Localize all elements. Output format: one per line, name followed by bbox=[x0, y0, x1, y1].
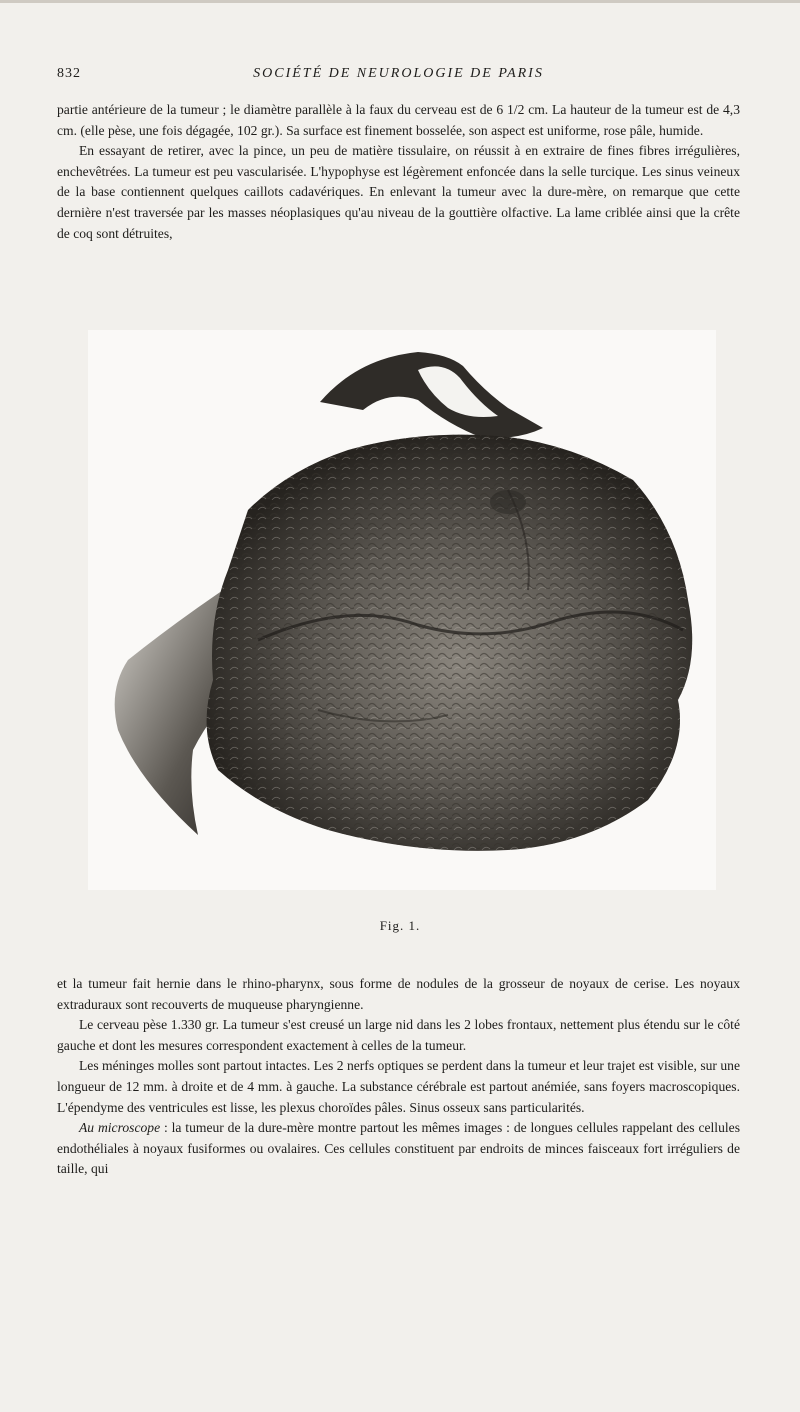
paragraph-lead-italic: Au microscope bbox=[79, 1120, 161, 1136]
tumor-photograph bbox=[88, 330, 716, 890]
text-block-bottom bbox=[57, 974, 740, 1180]
paragraph: Les méninges molles sont partout intactes. Les 2 nerfs optiques se perdent dans la tumeur et leur trajet est visible, sur une longueur de 12 mm. à droite et de 4 mm. à gauche. La substance cérébrale est partout anémiée, sans foyers macroscopiques. L'épendyme des ventricules est lisse, les plexus choroïdes pâles. Sinus osseux sans particularités. bbox=[57, 1058, 740, 1115]
paragraph-continued: partie antérieure de la tumeur ; le diamètre parallèle à la faux du cerveau est de 6 1/2 cm. La hauteur de la tumeur est de 4,3 cm. (elle pèse, une fois dégagée, 102 gr.). Sa surface est finement bosselée, son aspect est uniforme, rose pâle, humide. bbox=[57, 102, 740, 138]
text-block-top bbox=[57, 100, 740, 244]
paragraph-body: : la tumeur de la dure-mère montre partout les mêmes images : de longues cellules rappelant des cellules endothéliales à noyaux fusiformes ou ovalaires. Ces cellules constituent par endroits de minces faisceaux fort irréguliers de taille, qui bbox=[57, 1120, 740, 1177]
paragraph: En essayant de retirer, avec la pince, un peu de matière tissulaire, on réussit à en extraire de fines fibres irrégulières, enchevêtrées. La tumeur est peu vascularisée. L'hypophyse est légèrement enfoncée dans la selle turcique. Les sinus veineux de la base contiennent quelques caillots cadavériques. En enlevant la tumeur avec la dure-mère, on remarque que cette dernière n'est traversée par les masses néoplasiques qu'au niveau de la gouttière olfactive. La lame criblée ainsi que la crête de coq sont détruites, bbox=[57, 143, 740, 241]
paragraph: Le cerveau pèse 1.330 gr. La tumeur s'est creusé un large nid dans les 2 lobes frontaux, nettement plus étendu sur le côté gauche et dont les mesures correspondent exactement à celles de la tumeur. bbox=[57, 1017, 740, 1053]
page-number: 832 bbox=[57, 66, 81, 81]
paragraph-continued: et la tumeur fait hernie dans le rhino-pharynx, sous forme de nodules de la grosseur de noyaux de cerise. Les noyaux extraduraux sont recouverts de muqueuse pharyngienne. bbox=[57, 976, 740, 1012]
figure-caption: Fig. 1. bbox=[379, 918, 421, 933]
page-header bbox=[57, 66, 740, 86]
paragraph-microscope bbox=[57, 1118, 740, 1180]
running-title: SOCIÉTÉ DE NEUROLOGIE DE PARIS bbox=[253, 66, 544, 81]
figure-photograph bbox=[88, 330, 716, 890]
page-edge-line bbox=[0, 0, 800, 3]
